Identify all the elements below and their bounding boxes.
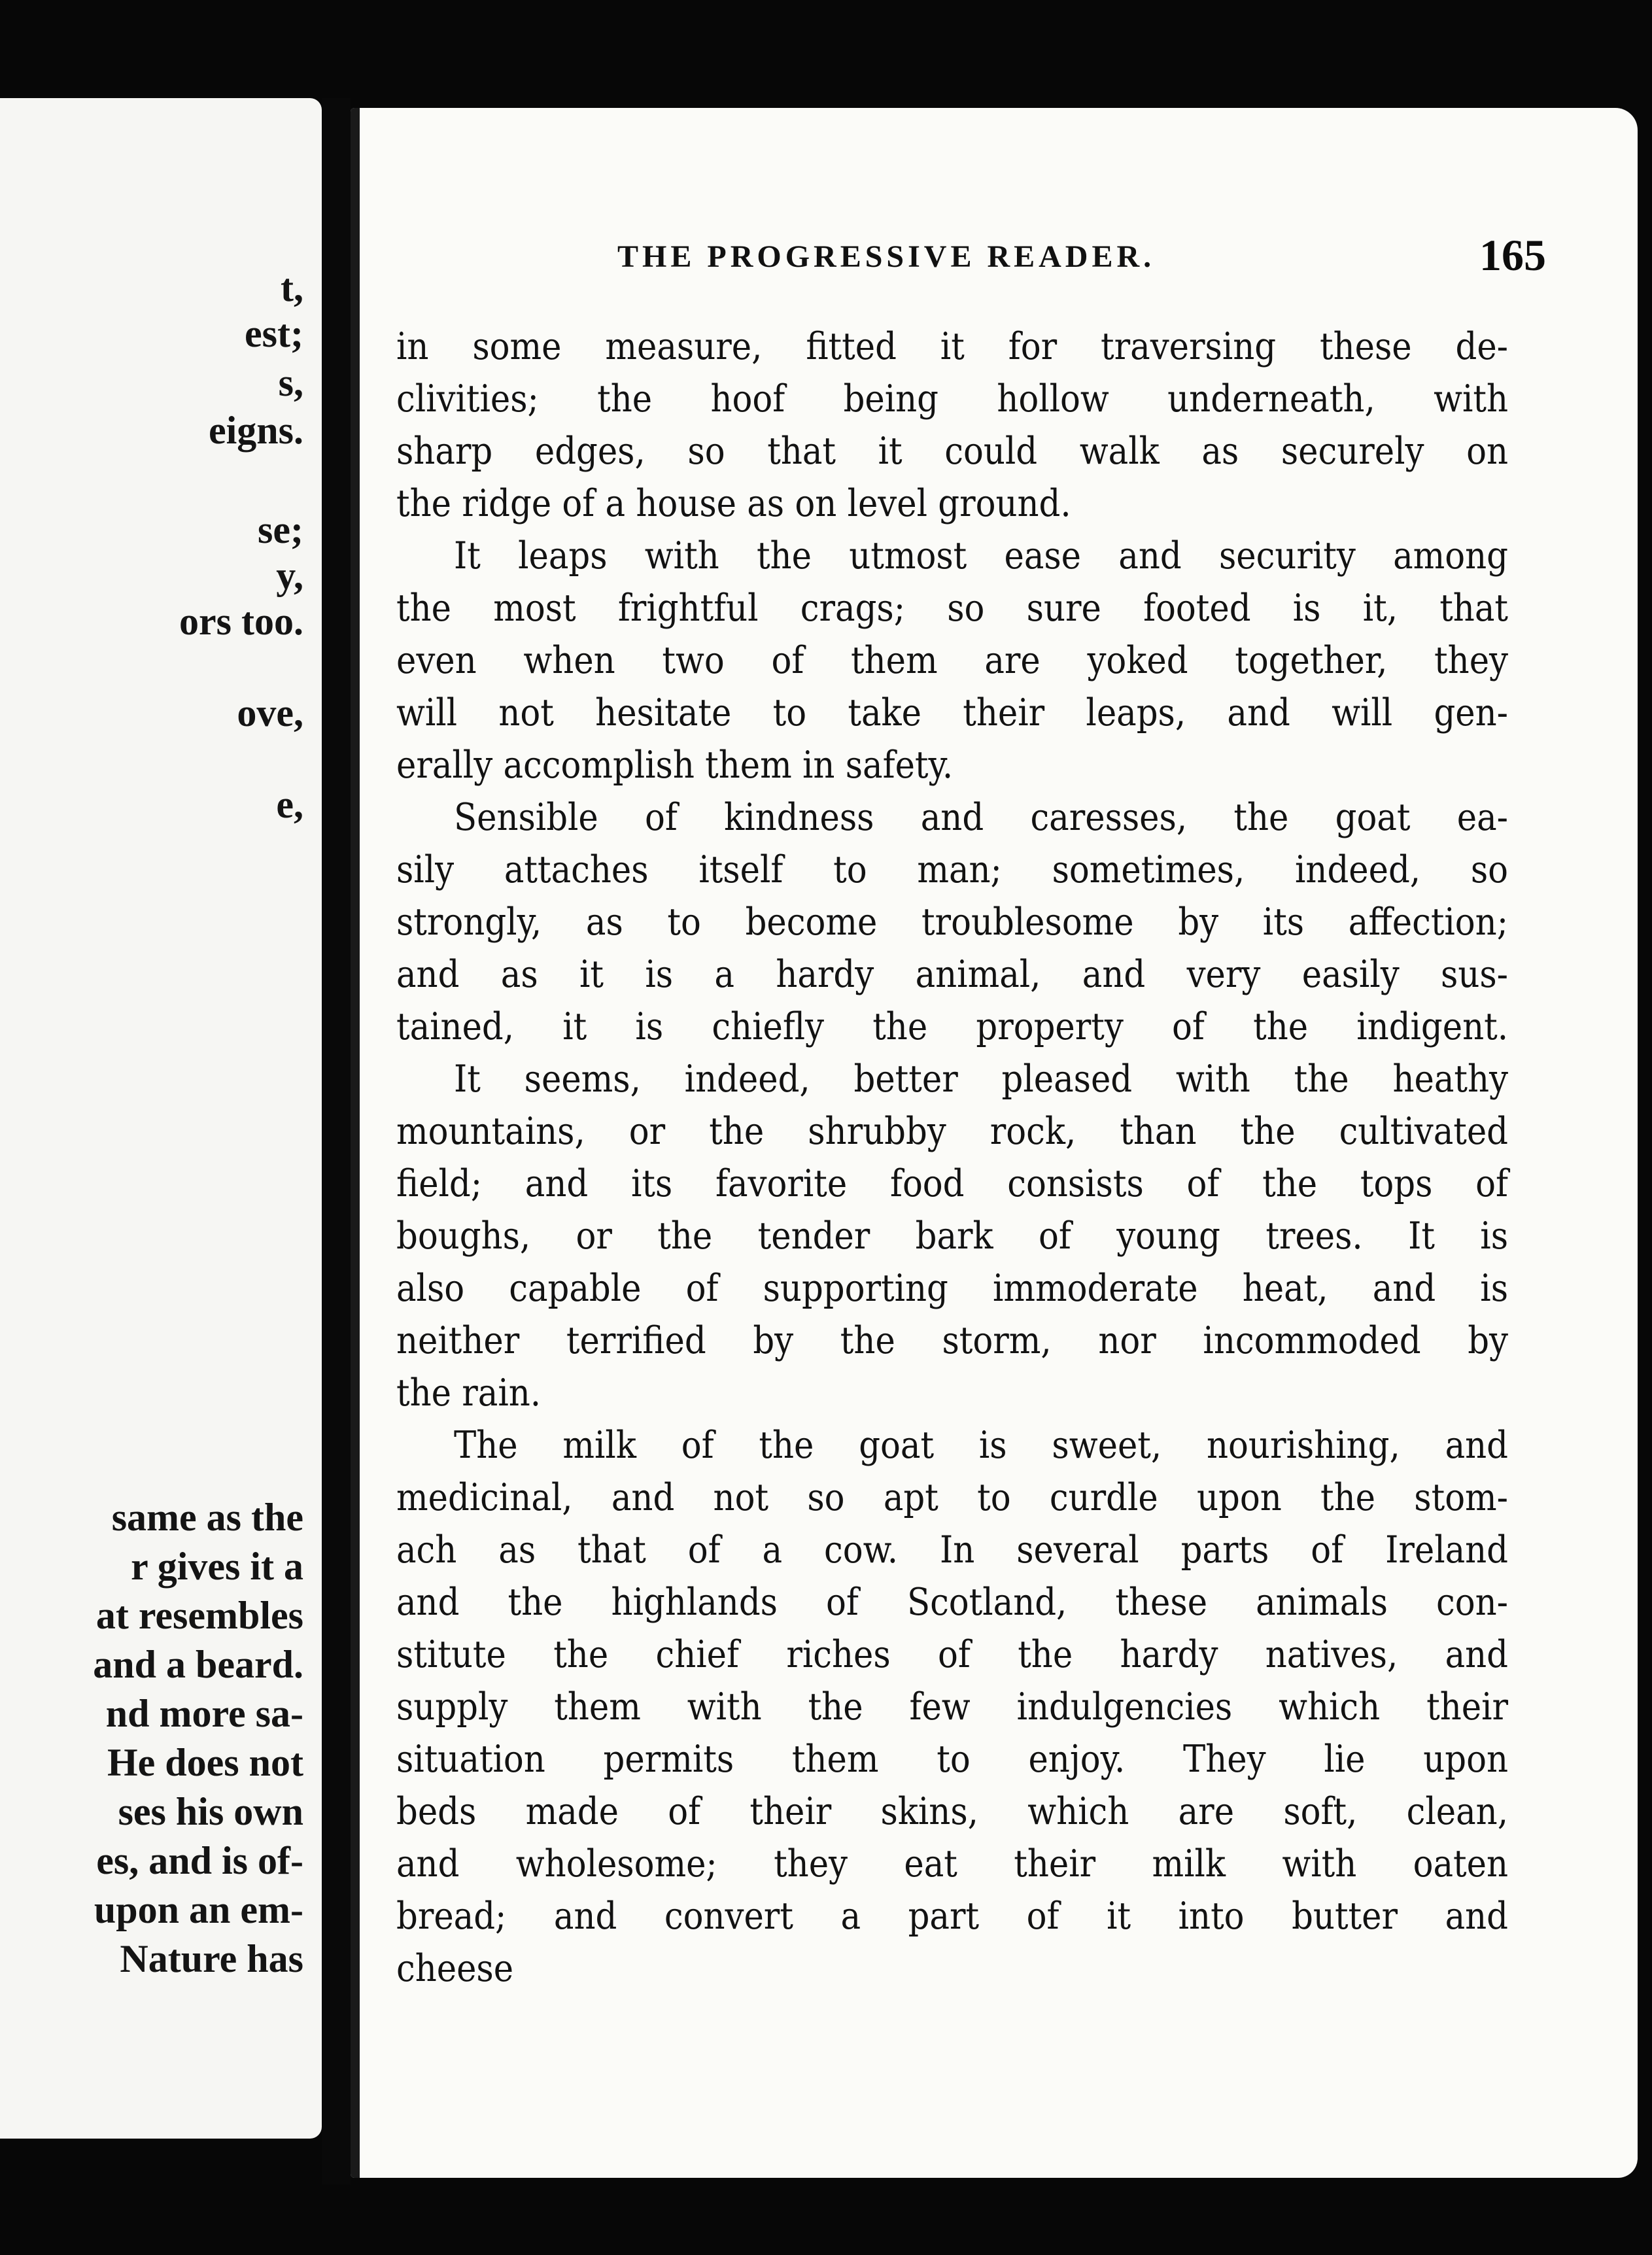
previous-page-text-fragment: eigns. — [208, 409, 303, 452]
text-line: cheese — [396, 1947, 514, 1990]
previous-page-text-fragment: nd more sa- — [105, 1692, 303, 1735]
text-line: the most frightful crags; so sure footed is it, that — [396, 587, 1508, 630]
text-line: tained, it is chiefly the property of the indigent. — [396, 1005, 1508, 1048]
text-line: beds made of their skins, which are soft, clean, — [396, 1790, 1508, 1833]
text-line: sily attaches itself to man; sometimes, indeed, so — [396, 848, 1508, 891]
text-line: ach as that of a cow. In several parts of Ireland — [396, 1528, 1508, 1572]
previous-page-text-fragment: t, — [281, 266, 303, 309]
running-title: THE PROGRESSIVE READER. — [617, 239, 1156, 274]
text-line: even when two of them are yoked together, they — [396, 639, 1508, 682]
text-line: strongly, as to become troublesome by its affection; — [396, 901, 1508, 944]
text-line: boughs, or the tender bark of young trees. It is — [396, 1214, 1508, 1258]
text-line: The milk of the goat is sweet, nourishing, and — [454, 1424, 1508, 1467]
text-line: mountains, or the shrubby rock, than the cultivated — [396, 1110, 1508, 1153]
text-line: It seems, indeed, better pleased with the heathy — [454, 1058, 1508, 1101]
previous-page-text-fragment: upon an em- — [94, 1888, 303, 1931]
body-text — [396, 320, 1508, 1995]
text-line: sharp edges, so that it could walk as securely on — [396, 430, 1508, 473]
previous-page-text-fragment: at resembles — [95, 1594, 303, 1637]
text-line: the ridge of a house as on level ground. — [396, 482, 1071, 525]
previous-page-text-fragment: r gives it a — [131, 1545, 303, 1588]
page-number: 165 — [1479, 230, 1546, 280]
previous-page-text-fragment: ors too. — [179, 600, 303, 643]
text-line: It leaps with the utmost ease and security among — [454, 534, 1508, 577]
text-line: medicinal, and not so apt to curdle upon the stom- — [396, 1476, 1508, 1519]
text-line: and the highlands of Scotland, these animals con- — [396, 1581, 1508, 1624]
previous-page-text-fragment: Nature has — [120, 1937, 303, 1980]
previous-page-text-fragment: y, — [276, 554, 303, 597]
text-line: and wholesome; they eat their milk with oaten — [396, 1842, 1508, 1885]
previous-page-text-fragment: ses his own — [118, 1790, 303, 1833]
text-line: Sensible of kindness and caresses, the goat ea- — [454, 796, 1508, 839]
text-line: in some measure, fitted it for traversing these de- — [396, 325, 1508, 368]
text-line: bread; and convert a part of it into butter and — [396, 1895, 1508, 1938]
text-line: and as it is a hardy animal, and very easily sus- — [396, 953, 1508, 996]
text-line: neither terrified by the storm, nor incommoded by — [396, 1319, 1508, 1362]
book-gutter — [322, 98, 351, 2184]
text-line: the rain. — [396, 1371, 542, 1415]
previous-page-text-fragment: s, — [278, 361, 303, 404]
text-line: clivities; the hoof being hollow underneath, with — [396, 377, 1508, 421]
previous-page-edge — [0, 98, 322, 2139]
previous-page-text-fragment: es, and is of- — [96, 1839, 303, 1882]
current-page — [351, 108, 1638, 2178]
text-line: erally accomplish them in safety. — [396, 744, 954, 787]
previous-page-text-fragment: and a beard. — [93, 1643, 303, 1686]
text-line: field; and its favorite food consists of the tops of — [396, 1162, 1508, 1205]
previous-page-text-fragment: est; — [245, 312, 303, 355]
previous-page-text-fragment: e, — [276, 783, 303, 826]
previous-page-text-fragment: ove, — [237, 691, 303, 734]
text-line: situation permits them to enjoy. They lie upon — [396, 1738, 1508, 1781]
text-line: stitute the chief riches of the hardy natives, and — [396, 1633, 1508, 1676]
running-header — [617, 230, 1638, 280]
text-line: will not hesitate to take their leaps, and will gen- — [396, 691, 1508, 734]
previous-page-text-fragment: He does not — [107, 1741, 303, 1784]
text-line: also capable of supporting immoderate heat, and is — [396, 1267, 1508, 1310]
previous-page-text-fragment: se; — [258, 508, 303, 551]
text-line: supply them with the few indulgencies which their — [396, 1685, 1508, 1729]
previous-page-text-fragment: same as the — [111, 1496, 303, 1539]
